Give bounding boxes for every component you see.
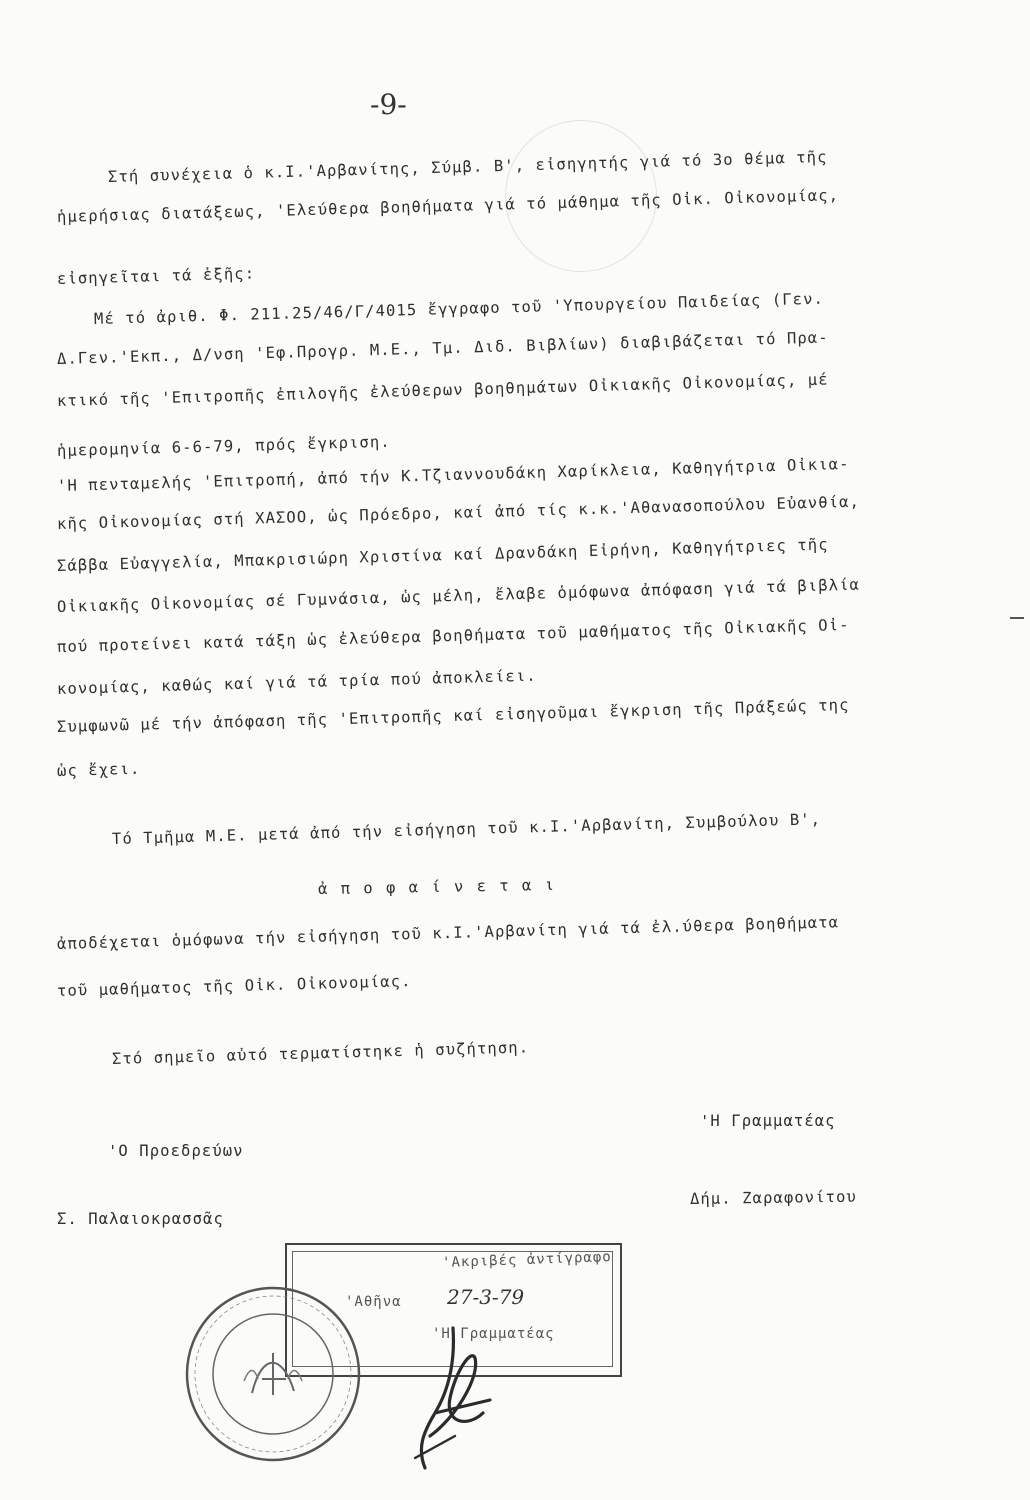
- body-line: πού προτείνει κατά τάξη ὡς ἐλεύθερα βοηθήματα τοῦ μαθήματος τῆς Οἰκιακῆς Οἰ-: [56, 615, 850, 656]
- body-line: Συμφωνῶ μέ τήν ἀπόφαση τῆς 'Επιτροπῆς καί εἰσηγοῦμαι ἔγκριση τῆς Πράξεώς της: [56, 695, 850, 736]
- body-line: Στή συνέχεια ὁ κ.Ι.'Αρβανίτης, Σύμβ. Β', εἰσηγητής γιά τό 3ο θέμα τῆς: [107, 147, 828, 186]
- chair-title: 'Ο Προεδρεύων: [108, 1142, 244, 1160]
- page-number: -9-: [370, 88, 407, 121]
- stamp-city: 'Αθῆνα: [345, 1294, 402, 1310]
- body-line: Οἰκιακῆς Οἰκονομίας σέ Γυμνάσια, ὡς μέλη, ἔλαβε ὁμόφωνα ἀπόφαση γιά τά βιβλία: [56, 575, 861, 616]
- handwritten-signature-icon: [395, 1318, 525, 1478]
- body-line: κῆς Οἰκονομίας στή ΧΑΣΟΟ, ὡς Πρόεδρο, καί ἀπό τίς κ.κ.'Αθανασοπούλου Εὐανθία,: [56, 492, 861, 533]
- body-line: κτικό τῆς 'Επιτροπῆς ἐπιλογῆς ἐλεύθερων βοηθημάτων Οἰκιακῆς Οἰκονομίας, μέ: [56, 370, 829, 410]
- body-line: ἡμερήσιας διατάξεως, 'Ελεύθερα βοηθήματα γιά τό μάθημα τῆς Οἰκ. Οἰκονομίας,: [56, 186, 840, 226]
- body-line: Τό Τμῆμα Μ.Ε. μετά ἀπό τήν εἰσήγηση τοῦ κ.Ι.'Αρβανίτη, Συμβούλου Β',: [111, 810, 822, 848]
- body-line: ὡς ἔχει.: [56, 759, 141, 780]
- body-line: τοῦ μαθήματος τῆς Οἰκ. Οἰκονομίας.: [56, 972, 412, 1000]
- secretary-title: 'Η Γραμματέας: [700, 1112, 836, 1130]
- chair-name: Σ. Παλαιοκρασσᾶς: [57, 1210, 224, 1228]
- stamp-date: 27-3-79: [447, 1285, 525, 1309]
- margin-mark: [1010, 617, 1024, 619]
- body-line: ἀποδέχεται ὁμόφωνα τήν εἰσήγηση τοῦ κ.Ι.'Αρβανίτη γιά τά ἐλ.ύθερα βοηθήματα: [56, 913, 840, 953]
- body-line: κονομίας, καθώς καί γιά τά τρία πού ἀποκλείει.: [56, 666, 537, 698]
- official-seal-icon: [182, 1283, 364, 1465]
- body-line: ἀ π ο φ α ί ν ε τ α ι: [317, 875, 557, 898]
- body-line: εἰσηγεῖται τά ἑξῆς:: [56, 264, 256, 288]
- stamp-certified-copy: 'Ακριβές ἀντίγραφο: [441, 1249, 612, 1271]
- secretary-name: Δήμ. Ζαραφονίτου: [689, 1187, 858, 1208]
- body-line: Δ.Γεν.'Εκπ., Δ/νση 'Εφ.Προγρ. Μ.Ε., Τμ. Διδ. Βιβλίων) διαβιβάζεται τό Πρα-: [56, 328, 829, 368]
- body-line: ἡμερομηνία 6-6-79, πρός ἔγκριση.: [56, 432, 391, 460]
- stamp-secretary: 'Η Γραμματέας: [432, 1326, 555, 1342]
- body-line: Στό σημεῖο αὐτό τερματίστηκε ἡ συζήτηση.: [111, 1038, 530, 1068]
- body-line: Μέ τό ἀριθ. Φ. 211.25/46/Γ/4015 ἔγγραφο τοῦ 'Υπουργείου Παιδείας (Γεν.: [93, 289, 825, 328]
- body-line: 'Η πενταμελής 'Επιτροπή, ἀπό τήν Κ.Τζιαννουδάκη Χαρίκλεια, Καθηγήτρια Οἰκια-: [56, 454, 850, 495]
- body-line: Σάββα Εὐαγγελία, Μπακρισιώρη Χριστίνα καί Δρανδάκη Εἰρήνη, Καθηγήτριες τῆς: [56, 535, 829, 575]
